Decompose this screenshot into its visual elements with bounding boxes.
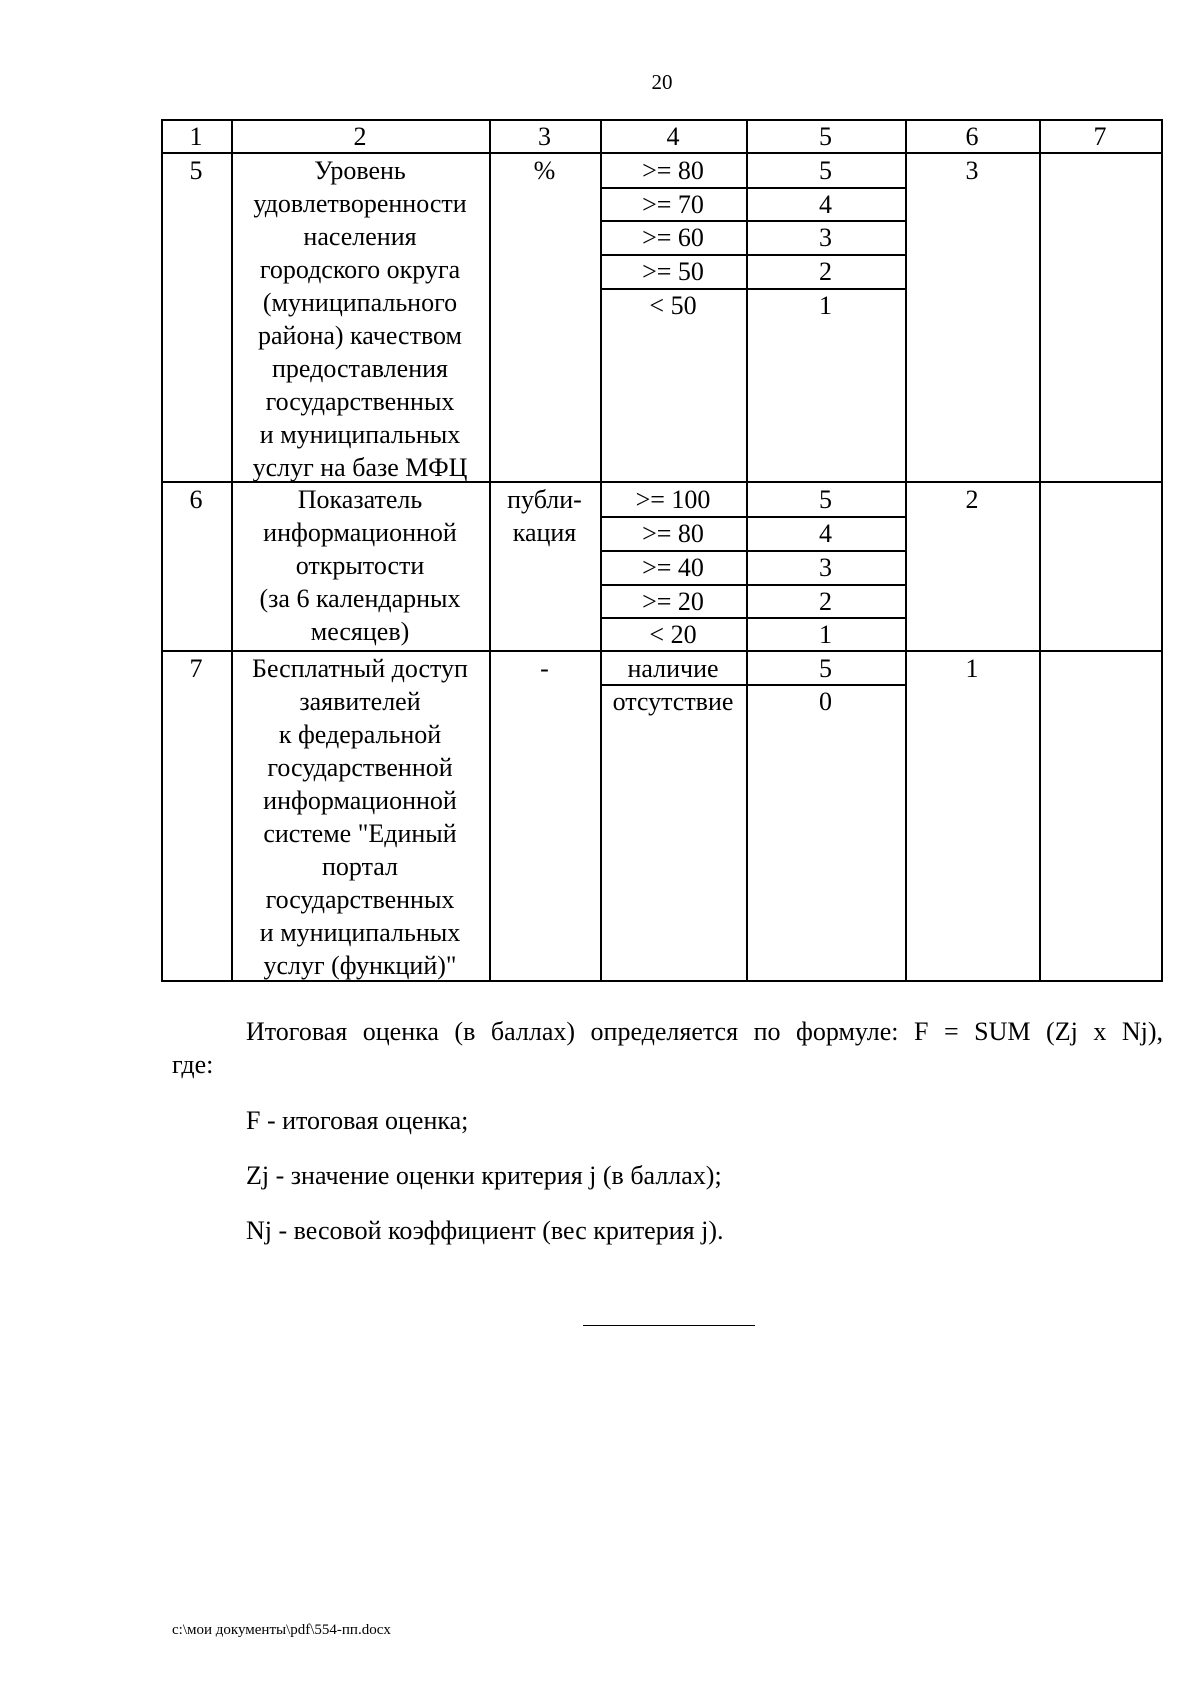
score: 3 [819, 553, 832, 582]
value: >= 70 [642, 190, 704, 219]
value: >= 80 [642, 156, 704, 185]
footer-file-path: c:\мои документы\pdf\554-пп.docx [172, 1622, 391, 1638]
score: 1 [819, 620, 832, 649]
header-col-1: 1 [189, 122, 203, 151]
row-number: 5 [189, 156, 203, 185]
score: 2 [819, 587, 832, 616]
criterion-name: Уровень удовлетворенности населения городского округа (муниципального района) качеством предоставления государственных и муниципальных услуг на базе МФЦ [252, 156, 468, 482]
score: 4 [819, 519, 832, 548]
score: 5 [819, 156, 832, 185]
header-col-4: 4 [666, 122, 680, 151]
value: отсутствие [612, 687, 734, 716]
value: < 20 [649, 620, 697, 649]
score: 3 [819, 223, 832, 252]
weight: 1 [965, 654, 979, 683]
header-col-6: 6 [965, 122, 979, 151]
value: >= 60 [642, 223, 704, 252]
page-number: 20 [651, 70, 673, 94]
row-number: 7 [189, 654, 203, 683]
header-col-2: 2 [353, 122, 367, 151]
definition-zj: Zj - значение оценки критерия j (в баллах); [246, 1161, 722, 1190]
score: 2 [819, 257, 832, 286]
criterion-name: Показатель информационной открытости (за 6 календарных месяцев) [259, 485, 461, 646]
score: 0 [819, 687, 832, 716]
header-col-7: 7 [1093, 122, 1107, 151]
score: 1 [819, 291, 832, 320]
score: 5 [819, 654, 832, 683]
score: 5 [819, 485, 832, 514]
header-col-5: 5 [819, 122, 832, 151]
definition-nj: Nj - весовой коэффициент (вес критерия j). [246, 1216, 724, 1245]
value: наличие [627, 654, 719, 683]
value: >= 40 [642, 553, 704, 582]
value: >= 20 [642, 587, 704, 616]
weight: 3 [965, 156, 979, 185]
header-col-3: 3 [538, 122, 551, 151]
criterion-name: Бесплатный доступ заявителей к федеральной государственной информационной системе "Единый портал государственных и муниципальных услуг (функций)" [252, 654, 468, 980]
unit: - [540, 654, 549, 683]
value: >= 100 [635, 485, 711, 514]
weight: 2 [965, 485, 979, 514]
value: < 50 [649, 291, 697, 320]
score: 4 [819, 190, 832, 219]
unit: % [533, 156, 556, 185]
formula-text: Итоговая оценка (в баллах) определяется по формуле: F = SUM (Zj x Nj), [246, 1017, 1163, 1046]
row-number: 6 [189, 485, 203, 514]
end-rule [583, 1325, 755, 1326]
value: >= 80 [642, 519, 704, 548]
unit: публи- кация [507, 485, 582, 547]
value: >= 50 [642, 257, 704, 286]
formula-text-continuation: где: [172, 1050, 214, 1079]
definition-f: F - итоговая оценка; [246, 1106, 469, 1135]
